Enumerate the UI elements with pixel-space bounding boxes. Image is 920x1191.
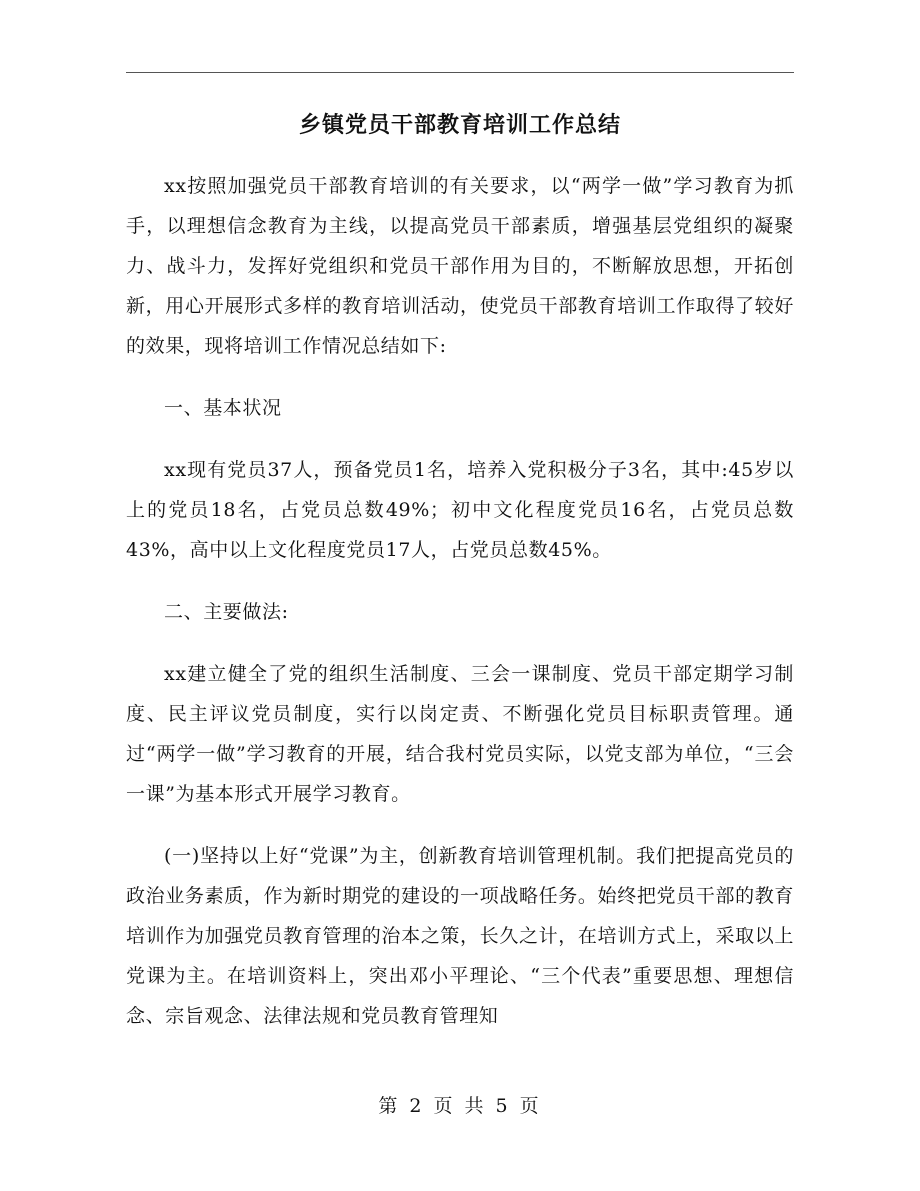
paragraph-main-practices: xx建立健全了党的组织生活制度、三会一课制度、党员干部定期学习制度、民主评议党员制度，实行以岗定责、不断强化党员目标职责管理。通过“两学一做”学习教育的开展，结合我村党员实际，以党支部为单位，“三会一课”为基本形式开展学习教育。 — [126, 663, 794, 805]
paragraph-intro: xx按照加强党员干部教育培训的有关要求，以“两学一做”学习教育为抓手，以理想信念教育为主线，以提高党员干部素质，增强基层党组织的凝聚力、战斗力，发挥好党组织和党员干部作用为目的，不断解放思想，开拓创新，用心开展形式多样的教育培训活动，使党员干部教育培训工作取得了较好的效果，现将培训工作情况总结如下: — [126, 175, 794, 357]
section-heading-main-practices: 二、主要做法: — [164, 601, 289, 623]
section-heading-basic-situation: 一、基本状况 — [164, 397, 282, 419]
page-indicator: 第 2 页 共 5 页 — [378, 1095, 542, 1117]
paragraph-basic-situation: xx现有党员37人，预备党员1名，培养入党积极分子3名，其中:45岁以上的党员18名，占党员总数49%；初中文化程度党员16名，占党员总数43%，高中以上文化程度党员17人，占党员总数45%。 — [126, 459, 794, 561]
header-rule — [126, 72, 794, 73]
paragraph-party-lessons: (一)坚持以上好“党课”为主，创新教育培训管理机制。我们把提高党员的政治业务素质，作为新时期党的建设的一项战略任务。始终把党员干部的教育培训作为加强党员教育管理的治本之策，长久之计，在培训方式上，采取以上党课为主。在培训资料上，突出邓小平理论、“三个代表”重要思想、理想信念、宗旨观念、法律法规和党员教育管理知 — [126, 845, 794, 1027]
document-title: 乡镇党员干部教育培训工作总结 — [298, 113, 621, 138]
document-body — [126, 166, 794, 1058]
